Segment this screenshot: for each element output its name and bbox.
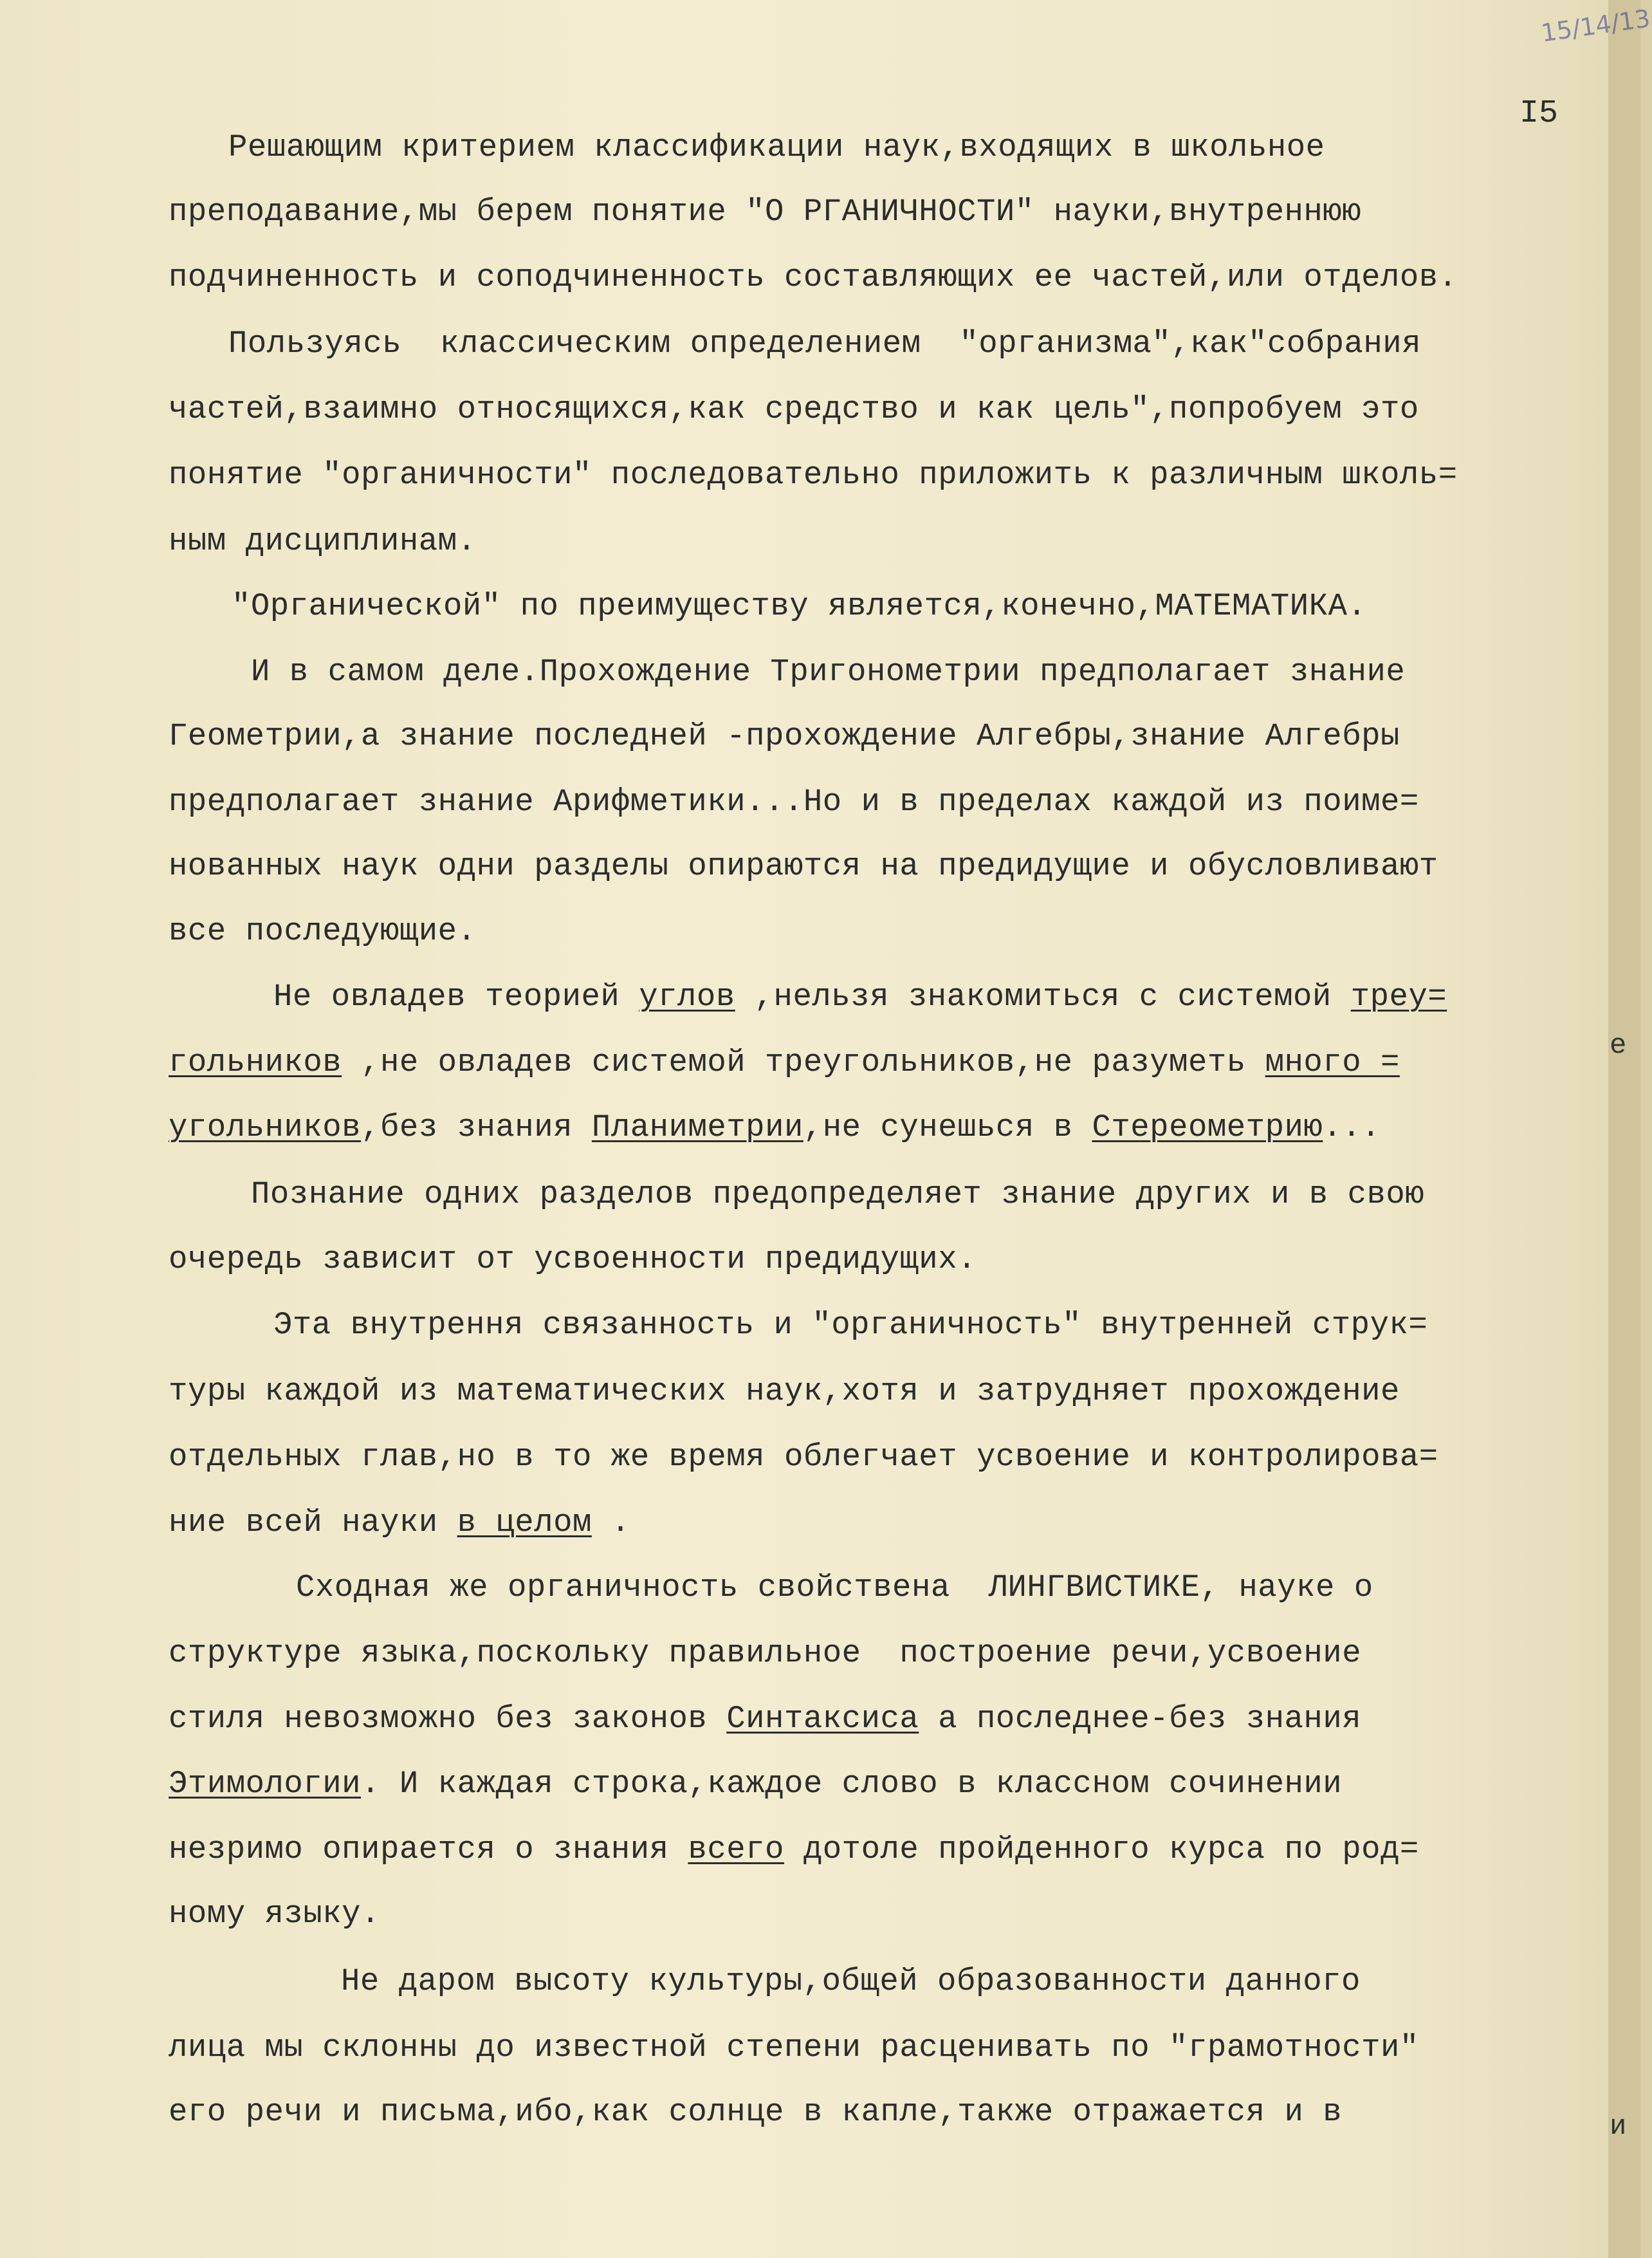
text-segment: отдельных глав,но в то же время облегчает усвоение и контролирова= (169, 1439, 1438, 1475)
text-line (273, 1309, 1427, 1341)
text-segment: структуре языка,поскольку правильное построение речи,усвоение (169, 1635, 1362, 1671)
text-segment: ,без знания (361, 1109, 592, 1145)
text-segment: предполагает знание Арифметики...Но и в пределах каждой из поиме= (169, 784, 1419, 820)
text-segment: . И каждая строка,каждое слово в классном сочинении (361, 1766, 1343, 1802)
text-segment: все последующие. (169, 913, 477, 949)
underlined-term: Планиметрии (591, 1109, 803, 1145)
text-segment: туры каждой из математических наук,хотя и затрудняет прохождение (169, 1373, 1400, 1409)
text-line (169, 913, 477, 949)
text-line (228, 328, 1421, 360)
text-segment: ным дисциплинам. (169, 523, 477, 559)
margin-mark: и (1610, 2111, 1627, 2143)
text-line (228, 129, 1325, 165)
text-segment: нованных наук одни разделы опираются на предидущие и обусловливают (169, 848, 1438, 884)
text-segment: "Органической" по преимуществу является,конечно,МАТЕМАТИКА. (232, 588, 1367, 624)
text-line (251, 656, 1405, 688)
margin-mark: е (1610, 1030, 1627, 1062)
text-line (169, 1504, 630, 1541)
text-line (169, 1373, 1400, 1409)
text-segment: стиля невозможно без законов (169, 1701, 727, 1737)
text-line (169, 2032, 1419, 2064)
text-segment: ,не сунешься в (803, 1109, 1092, 1145)
underlined-term: углов (639, 979, 735, 1015)
text-segment: ,нельзя знакомиться с системой (735, 979, 1351, 1015)
underlined-term: всего (688, 1831, 784, 1867)
text-line (296, 1569, 1373, 1606)
text-segment: Не даром высоту культуры,общей образованности данного (341, 1963, 1361, 1999)
text-line (169, 259, 1458, 295)
text-line (251, 1176, 1425, 1212)
text-segment: Сходная же органичность свойствена ЛИНГВИСТИКЕ, науке о (296, 1569, 1373, 1606)
text-segment: И в самом деле.Прохождение Тригонометрии предполагает знание (251, 654, 1406, 690)
text-segment: очередь зависит от усвоенности предидущих. (169, 1241, 977, 1277)
underlined-term: Стереометрию (1092, 1109, 1323, 1145)
text-line (169, 196, 1361, 228)
text-segment: ... (1323, 1109, 1381, 1145)
text-segment: лица мы склонны до известной степени расценивать по "грамотности" (169, 2030, 1419, 2066)
underlined-term: угольников (169, 1109, 362, 1145)
text-line (169, 1831, 1419, 1867)
text-line (169, 1441, 1438, 1473)
text-line (169, 1768, 1342, 1800)
text-segment: Познание одних разделов предопределяет знание других и в свою (251, 1176, 1425, 1212)
page-edge (1608, 0, 1640, 2258)
text-segment: Не овладев теорией (273, 979, 639, 1015)
underlined-term: треу= (1350, 979, 1447, 1015)
underlined-term: много = (1265, 1044, 1400, 1080)
text-segment: ,не овладев системой треугольников,не разуметь (342, 1044, 1265, 1080)
text-line (273, 981, 1447, 1013)
archive-stamp: 15/14/13 (1539, 4, 1652, 48)
text-line (169, 1241, 977, 1277)
text-line (169, 459, 1458, 491)
text-line (169, 1635, 1362, 1671)
text-line (232, 588, 1367, 624)
text-line (169, 848, 1438, 884)
text-line (169, 718, 1400, 754)
text-line (169, 786, 1419, 818)
text-line (169, 2096, 1342, 2128)
text-segment: его речи и письма,ибо,как солнце в капле,также отражается и в (169, 2094, 1343, 2130)
underlined-term: в целом (457, 1504, 592, 1541)
underlined-term: Синтаксиса (726, 1701, 919, 1737)
text-segment: Геометрии,а знание последней -прохождение Алгебры,знание Алгебры (169, 718, 1400, 754)
text-segment: ние всей науки (169, 1504, 457, 1541)
text-segment: частей,взаимно относящихся,как средство и как цель",попробуем это (169, 391, 1419, 427)
text-line (341, 1963, 1361, 1999)
text-line (169, 1703, 1361, 1735)
text-line (169, 1044, 1400, 1080)
text-segment: дотоле пройденного курса по род= (784, 1831, 1419, 1867)
text-line (169, 1109, 1381, 1145)
page-number: I5 (1519, 95, 1559, 132)
text-line (169, 523, 477, 559)
underlined-term: Этимологии (169, 1766, 362, 1802)
text-segment: подчиненность и соподчиненность составляющих ее частей,или отделов. (169, 259, 1458, 295)
text-segment: ному языку. (169, 1896, 380, 1932)
text-segment: Пользуясь классическим определением "организма",как"собрания (228, 326, 1422, 362)
text-segment: незримо опирается о знания (169, 1831, 688, 1867)
text-segment: понятие "органичности" последовательно приложить к различным школь= (169, 457, 1458, 493)
text-line (169, 1898, 380, 1930)
text-segment: а последнее-без знания (919, 1701, 1362, 1737)
text-segment: . (591, 1504, 630, 1541)
text-segment: Эта внутрення связанность и "органичность" внутренней струк= (273, 1307, 1428, 1343)
text-line (169, 391, 1419, 427)
text-segment: преподавание,мы берем понятие "О РГАНИЧНОСТИ" науки,внутреннюю (169, 194, 1362, 230)
text-segment: Решающим критерием классификации наук,входящих в школьное (228, 129, 1325, 165)
underlined-term: гольников (169, 1044, 342, 1080)
